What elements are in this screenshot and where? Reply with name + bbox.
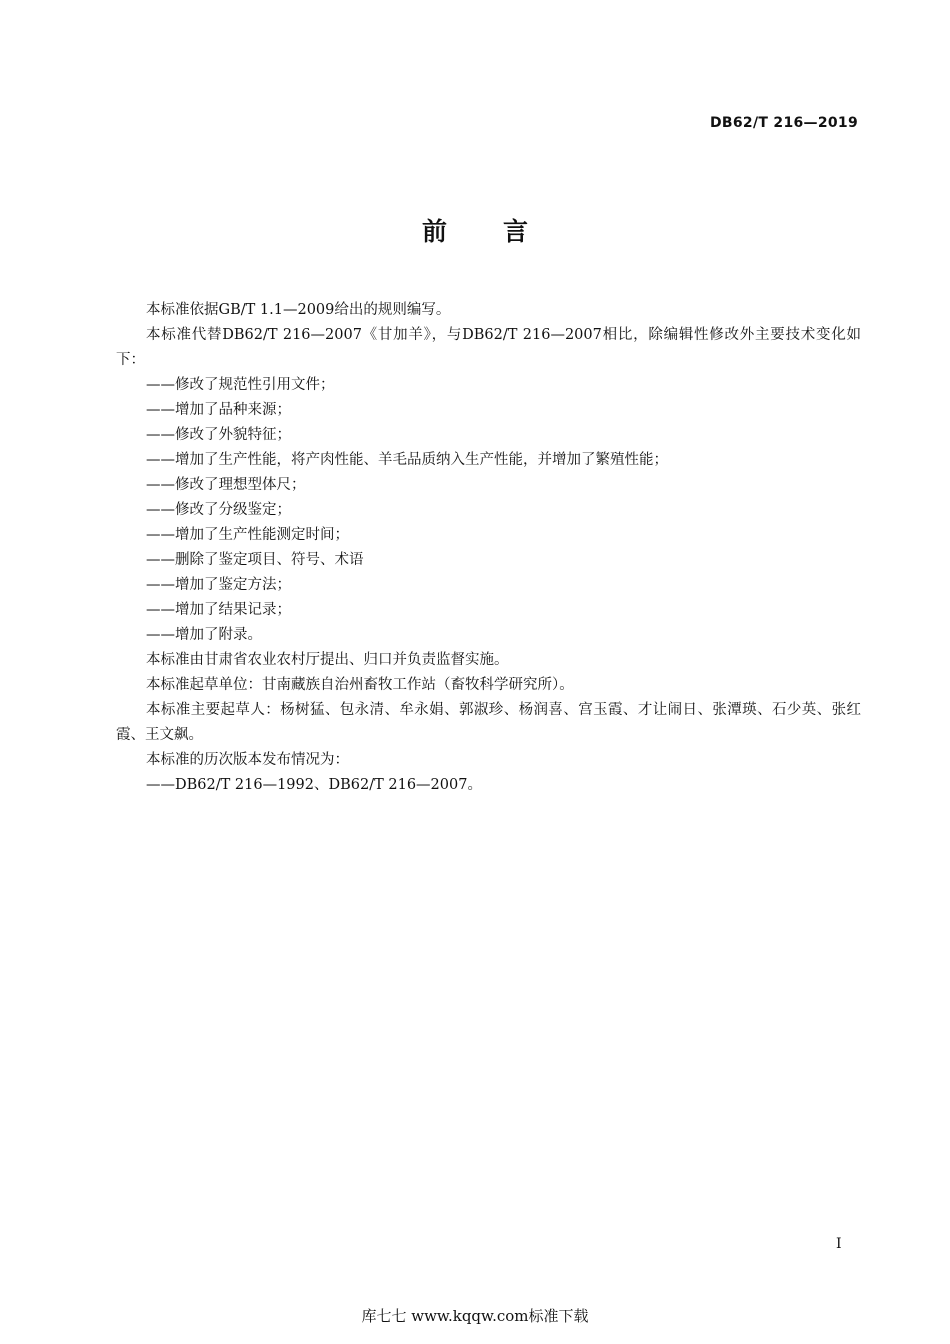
change-item: ——增加了附录。: [146, 627, 262, 643]
change-item: ——修改了规范性引用文件；: [146, 377, 335, 393]
change-item: ——修改了分级鉴定；: [146, 502, 291, 518]
replace-paragraph: 本标准代替DB62/T 216—2007《甘加羊》，与DB62/T 216—2007相比，除编辑性修改外主要技术变化如下：: [116, 327, 861, 368]
history-item: ——DB62/T 216—1992、DB62/T 216—2007。: [146, 777, 482, 793]
title-part-1: 前: [421, 217, 447, 246]
standard-code: DB62/T 216—2019: [710, 115, 858, 131]
basis-paragraph: 本标准依据GB/T 1.1—2009给出的规则编写。: [146, 302, 451, 318]
drafting-unit-paragraph: 本标准起草单位：甘南藏族自治州畜牧工作站（畜牧科学研究所）。: [146, 677, 574, 693]
history-intro-paragraph: 本标准的历次版本发布情况为：: [146, 752, 349, 768]
proposer-paragraph: 本标准由甘肃省农业农村厅提出、归口并负责监督实施。: [146, 652, 509, 668]
title-part-2: 言: [503, 217, 529, 246]
page-number: I: [836, 1236, 842, 1252]
change-item: ——增加了结果记录；: [146, 602, 291, 618]
drafters-paragraph: 本标准主要起草人：杨树猛、包永清、牟永娟、郭淑珍、杨润喜、宫玉霞、才让闹日、张潭瑛、石少英、张红霞、王文飙。: [116, 702, 861, 743]
change-item: ——增加了生产性能，将产肉性能、羊毛品质纳入生产性能，并增加了繁殖性能；: [146, 452, 668, 468]
change-item: ——删除了鉴定项目、符号、术语: [146, 552, 364, 568]
change-item: ——修改了外貌特征；: [146, 427, 291, 443]
page-title: [0, 212, 950, 248]
foreword-body: [116, 298, 861, 798]
change-item: ——修改了理想型体尺；: [146, 477, 306, 493]
change-item: ——增加了鉴定方法；: [146, 577, 291, 593]
change-item: ——增加了品种来源；: [146, 402, 291, 418]
change-item: ——增加了生产性能测定时间；: [146, 527, 349, 543]
footer-watermark: 库七七 www.kqqw.com标准下载: [361, 1307, 589, 1325]
